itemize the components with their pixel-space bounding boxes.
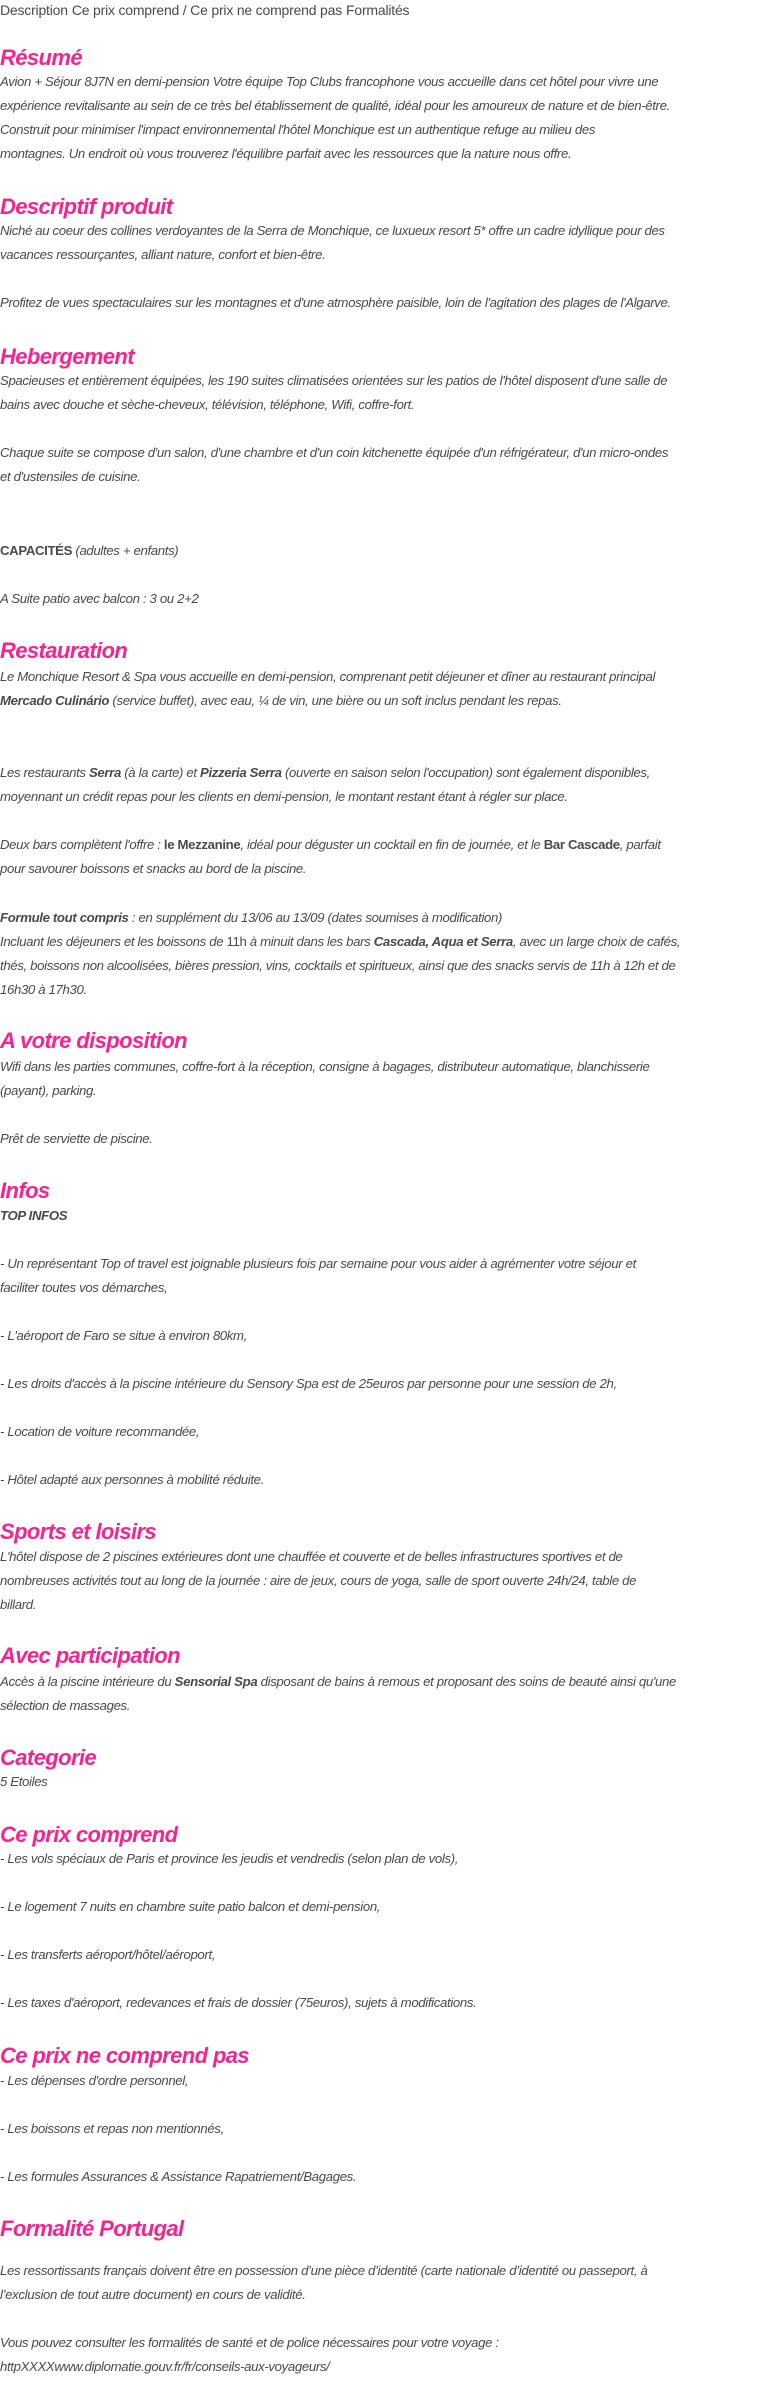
heading-categorie: Categorie — [0, 1745, 97, 1770]
top-infos-label: TOP INFOS — [0, 1208, 68, 1223]
info-item: - Hôtel adapté aux personnes à mobilité réduite. — [0, 1472, 264, 1487]
resume-line: expérience revitalisante au sein de ce très bel établissement de qualité, idéal pour les amoureux de nature et de bien-être. — [0, 98, 670, 113]
participation-text: disposant de bains à remous et proposant des soins de beauté ainsi qu'une — [257, 1674, 677, 1689]
included-item: - Les transferts aéroport/hôtel/aéroport, — [0, 1947, 216, 1962]
heading-ce-prix-ne-comprend-pas: Ce prix ne comprend pas — [0, 2043, 250, 2068]
section-tabs — [0, 1, 413, 19]
participation-line — [0, 1670, 758, 1694]
resume-line: Construit pour minimiser l'impact environnemental l'hôtel Monchique est un authentique refuge au milieu des — [0, 122, 596, 137]
heading-avec-participation: Avec participation — [0, 1643, 180, 1668]
info-item: - Location de voiture recommandée, — [0, 1424, 200, 1439]
restaurant-name: Pizzeria Serra — [200, 765, 282, 780]
formule-line — [0, 930, 758, 954]
sports-line: billard. — [0, 1597, 37, 1612]
bar-name: le Mezzanine — [163, 837, 241, 852]
formule-text: à minuit dans les bars — [246, 934, 374, 949]
heading-restauration: Restauration — [0, 638, 128, 663]
heading-descriptif-produit: Descriptif produit — [0, 194, 173, 219]
restauration-line: moyennant un crédit repas pour les clients en demi-pension, le montant restant étant à régler sur place. — [0, 789, 568, 804]
resume-line: montagnes. Un endroit où vous trouverez l'équilibre parfait avec les ressources que la nature nous offre. — [0, 146, 572, 161]
heading-infos: Infos — [0, 1178, 50, 1203]
tab-formalites[interactable]: Formalités — [346, 2, 410, 18]
tab-description[interactable]: Description — [0, 2, 68, 18]
formule-line — [0, 906, 758, 930]
heading-a-votre-disposition: A votre disposition — [0, 1028, 188, 1053]
hebergement-line: bains avec douche et sèche-cheveux, télévision, téléphone, Wifi, coffre-fort. — [0, 397, 415, 412]
spa-name: Sensorial Spa — [174, 1674, 258, 1689]
heading-formalite-portugal: Formalité Portugal — [0, 2216, 184, 2241]
formule-line: thés, boissons non alcoolisées, bières pression, vins, cocktails et spiritueux, ainsi que des snacks servis de 11h à 12h et de — [0, 958, 676, 973]
excluded-item: - Les boissons et repas non mentionnés, — [0, 2121, 224, 2136]
restauration-line — [0, 689, 758, 713]
info-item: - L'aéroport de Faro se situe à environ 80km, — [0, 1328, 247, 1343]
formalite-line: Vous pouvez consulter les formalités de santé et de police nécessaires pour votre voyage : — [0, 2335, 499, 2350]
descriptif-line: vacances ressourçantes, alliant nature, confort et bien-être. — [0, 247, 326, 262]
info-item: - Un représentant Top of travel est joignable plusieurs fois par semaine pour vous aider à agrémenter votre séjour et — [0, 1256, 636, 1271]
formule-line: 16h30 à 17h30. — [0, 982, 87, 997]
descriptif-line: Niché au coeur des collines verdoyantes de la Serra de Monchique, ce luxueux resort 5* offre un cadre idyllique pour des — [0, 223, 665, 238]
included-item: - Les vols spéciaux de Paris et province les jeudis et vendredis (selon plan de vols), — [0, 1851, 459, 1866]
bar-name: Bar Cascade — [543, 837, 620, 852]
disposition-line: Prêt de serviette de piscine. — [0, 1131, 153, 1146]
restaurant-name: Mercado Culinário — [0, 693, 110, 708]
formalite-line: Les ressortissants français doivent être en possession d’une pièce d’identité (carte nationale d’identité ou passeport, à — [0, 2263, 648, 2278]
restauration-line — [0, 833, 758, 857]
descriptif-line: Profitez de vues spectaculaires sur les montagnes et d'une atmosphère paisible, loin de l'agitation des plages de l'Algarve. — [0, 295, 671, 310]
participation-text: Accès à la piscine intérieure du — [0, 1674, 175, 1689]
capacites-line — [0, 539, 758, 563]
formule-text: Incluant les déjeuners et les boissons de — [0, 934, 227, 949]
restaurant-name: Serra — [88, 765, 121, 780]
capacites-label: CAPACITÉS — [0, 543, 73, 558]
included-item: - Les taxes d'aéroport, redevances et frais de dossier (75euros), sujets à modifications. — [0, 1995, 477, 2010]
categorie-value: 5 Etoiles — [0, 1774, 48, 1789]
sports-line: L'hôtel dispose de 2 piscines extérieures dont une chauffée et couverte et de belles infrastructures sportives et de — [0, 1549, 623, 1564]
heading-resume: Résumé — [0, 45, 82, 70]
participation-line: sélection de massages. — [0, 1698, 131, 1713]
hebergement-line: Chaque suite se compose d'un salon, d'une chambre et d'un coin kitchenette équipée d'un réfrigérateur, d'un micro-ondes — [0, 445, 669, 460]
restauration-line: Le Monchique Resort & Spa vous accueille en demi-pension, comprenant petit déjeuner et dîner au restaurant principal — [0, 669, 656, 684]
restauration-text: (ouverte en saison selon l'occupation) sont également disponibles, — [281, 765, 650, 780]
info-item: faciliter toutes vos démarches, — [0, 1280, 168, 1295]
included-item: - Le logement 7 nuits en chambre suite patio balcon et demi-pension, — [0, 1899, 381, 1914]
hebergement-line: et d'ustensiles de cuisine. — [0, 469, 141, 484]
restauration-text: , idéal pour déguster un cocktail en fin de journée, et le — [240, 837, 544, 852]
restauration-text: , parfait — [619, 837, 661, 852]
formule-text: 11h — [226, 934, 247, 949]
excluded-item: - Les formules Assurances & Assistance Rapatriement/Bagages. — [0, 2169, 357, 2184]
capacites-note: (adultes + enfants) — [75, 543, 179, 558]
excluded-item: - Les dépenses d'ordre personnel, — [0, 2073, 189, 2088]
restauration-line — [0, 761, 758, 785]
heading-sports-et-loisirs: Sports et loisirs — [0, 1519, 157, 1544]
disposition-line: Wifi dans les parties communes, coffre-fort à la réception, consigne à bagages, distributeur automatique, blanchisserie — [0, 1059, 650, 1074]
hebergement-line: Spacieuses et entièrement équipées, les 190 suites climatisées orientées sur les patios de l'hôtel disposent d'une salle de — [0, 373, 668, 388]
restauration-text: Les restaurants — [0, 765, 89, 780]
formule-text: : en supplément du 13/06 au 13/09 (dates soumises à modification) — [128, 910, 503, 925]
formalite-line: l’exclusion de tout autre document) en cours de validité. — [0, 2287, 306, 2302]
restauration-text: Deux bars complètent l'offre : — [0, 837, 164, 852]
heading-hebergement: Hebergement — [0, 344, 134, 369]
heading-ce-prix-comprend: Ce prix comprend — [0, 1822, 178, 1847]
formule-text: , avec un large choix de cafés, — [512, 934, 681, 949]
resume-line: Avion + Séjour 8J7N en demi-pension Votre équipe Top Clubs francophone vous accueille dans cet hôtel pour vivre une — [0, 74, 659, 89]
bar-names: Cascada, Aqua et Serra — [373, 934, 513, 949]
tab-ce-prix-comprend[interactable]: Ce prix comprend / Ce prix ne comprend pas — [71, 2, 342, 18]
restauration-text: (service buffet), avec eau, ¼ de vin, une bière ou un soft inclus pendant les repas. — [109, 693, 562, 708]
restauration-text: (à la carte) et — [120, 765, 201, 780]
formule-label: Formule tout compris — [0, 910, 129, 925]
disposition-line: (payant), parking. — [0, 1083, 97, 1098]
diplomatie-link[interactable]: httpXXXXwww.diplomatie.gouv.fr/fr/conseils-aux-voyageurs/ — [0, 2359, 330, 2374]
info-item: - Les droits d'accès à la piscine intérieure du Sensory Spa est de 25euros par personne pour une session de 2h, — [0, 1376, 617, 1391]
restauration-line: pour savourer boissons et snacks au bord de la piscine. — [0, 861, 307, 876]
suite-capacity-line: A Suite patio avec balcon : 3 ou 2+2 — [0, 591, 199, 606]
sports-line: nombreuses activités tout au long de la journée : aire de jeux, cours de yoga, salle de sport ouverte 24h/24, table de — [0, 1573, 637, 1588]
